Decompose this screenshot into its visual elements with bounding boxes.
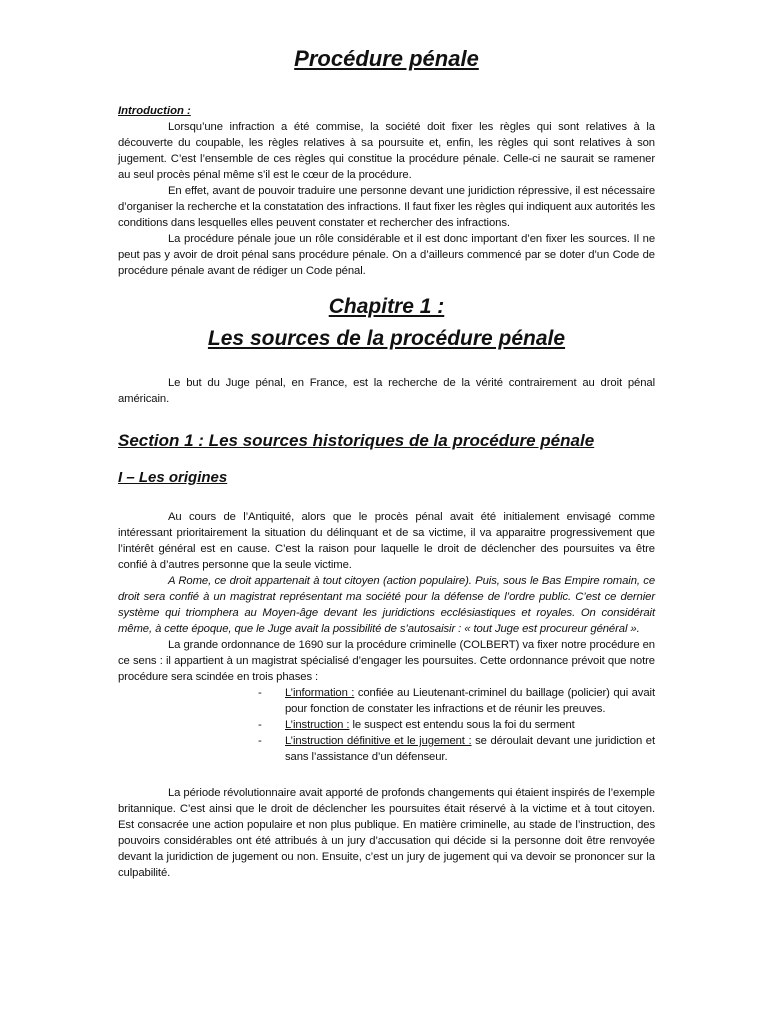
list-dash: - <box>258 719 262 731</box>
document-page <box>118 44 655 881</box>
list-dash: - <box>258 735 262 747</box>
list-dash: - <box>258 687 262 699</box>
section-paragraph-3: La grande ordonnance de 1690 sur la procédure criminelle (COLBERT) va fixer notre procédure en ce sens : il appartient à un magistrat spécialisé d’engager les poursuites. Cette ordonnance prévoit que notre procédure sera scindée en trois phases : <box>118 639 655 683</box>
chapter-title: Les sources de la procédure pénale <box>207 327 566 350</box>
chapter-intro-paragraph: Le but du Juge pénal, en France, est la recherche de la vérité contrairement au droit pénal américain. <box>118 377 655 405</box>
intro-paragraph-1: Lorsqu’une infraction a été commise, la société doit fixer les règles qui sont relatives à la découverte du coupable, les règles relatives à sa poursuite et, enfin, les règles qui sont relatives à son jugement. C’est l’ensemble de ces règles qui constitue la procédure pénale. Celle-ci ne saurait se ramener au seul procès pénal même s’il est le cœur de la procédure. <box>118 121 655 181</box>
introduction-block <box>118 104 655 279</box>
list-item-term: L’instruction : <box>285 719 350 731</box>
section-paragraph-1: Au cours de l’Antiquité, alors que le procès pénal avait été initialement envisagé comme intéressant prioritairement la situation du délinquant et de sa victime, il va apparaitre progressivement que l’intérêt général est en cause. C’est la raison pour laquelle le droit de déclencher des poursuites va être confié à d’autres personne que la seule victime. <box>118 511 655 571</box>
list-item-term: L’instruction définitive et le jugement : <box>285 735 472 747</box>
list-item <box>258 717 655 733</box>
document-title: Procédure pénale <box>294 46 479 71</box>
section-paragraph-4: La période révolutionnaire avait apporté de profonds changements qui étaient inspirés de l’exemple britannique. C’est ainsi que le droit de déclencher les poursuites était réservé à la victime et à tout citoyen. Est consacrée une action populaire et non plus publique. En matière criminelle, au stade de l’instruction, des pouvoirs considérables ont été attribués à un jury d’accusation qui décide si la personne doit être renvoyée devant la juridiction de jugement ou non. Ensuite, c’est un jury de jugement qui va devoir se prononcer sur la culpabilité. <box>118 787 655 879</box>
introduction-label: Introduction : <box>118 105 191 117</box>
subsection-heading: I – Les origines <box>118 469 228 486</box>
list-item-text: confiée au Lieutenant-criminel du baillage (policier) qui avait pour fonction de constater les infractions et de réunir les preuves. <box>285 687 655 715</box>
list-item-text: le suspect est entendu sous la foi du serment <box>349 719 575 731</box>
list-item-term: L’information : <box>285 687 355 699</box>
list-item-text: se déroulait devant une juridiction et sans l’assistance d’un défenseur. <box>285 735 655 763</box>
section-paragraph-2: A Rome, ce droit appartenait à tout citoyen (action populaire). Puis, sous le Bas Empire romain, ce droit sera confié à un magistrat représentant ma société pour la défense de l’ordre public. C’est ce dernier système qui triomphera au Moyen-âge devant les juridictions ecclésiastiques et royales. On considérait même, à cette époque, que le Juge avait la possibilité de s’autosaisir : « tout Juge est procureur général ». <box>118 575 655 635</box>
list-item <box>258 685 655 717</box>
phases-list <box>118 685 655 765</box>
list-item <box>258 733 655 765</box>
section-heading: Section 1 : Les sources historiques de la procédure pénale <box>118 431 595 450</box>
chapter-heading <box>118 291 655 355</box>
intro-paragraph-2: En effet, avant de pouvoir traduire une personne devant une juridiction répressive, il est nécessaire d’organiser la recherche et la constatation des infractions. Il faut fixer les règles qui indiquent aux autorités les conditions dans lesquelles elles peuvent constater et rechercher des infractions. <box>118 185 655 229</box>
chapter-number: Chapitre 1 : <box>328 295 445 318</box>
intro-paragraph-3: La procédure pénale joue un rôle considérable et il est donc important d’en fixer les sources. Il ne peut pas y avoir de droit pénal sans procédure pénale. On a d’ailleurs commencé par se doter d’un Code de procédure pénale avant de rédiger un Code pénal. <box>118 233 655 277</box>
